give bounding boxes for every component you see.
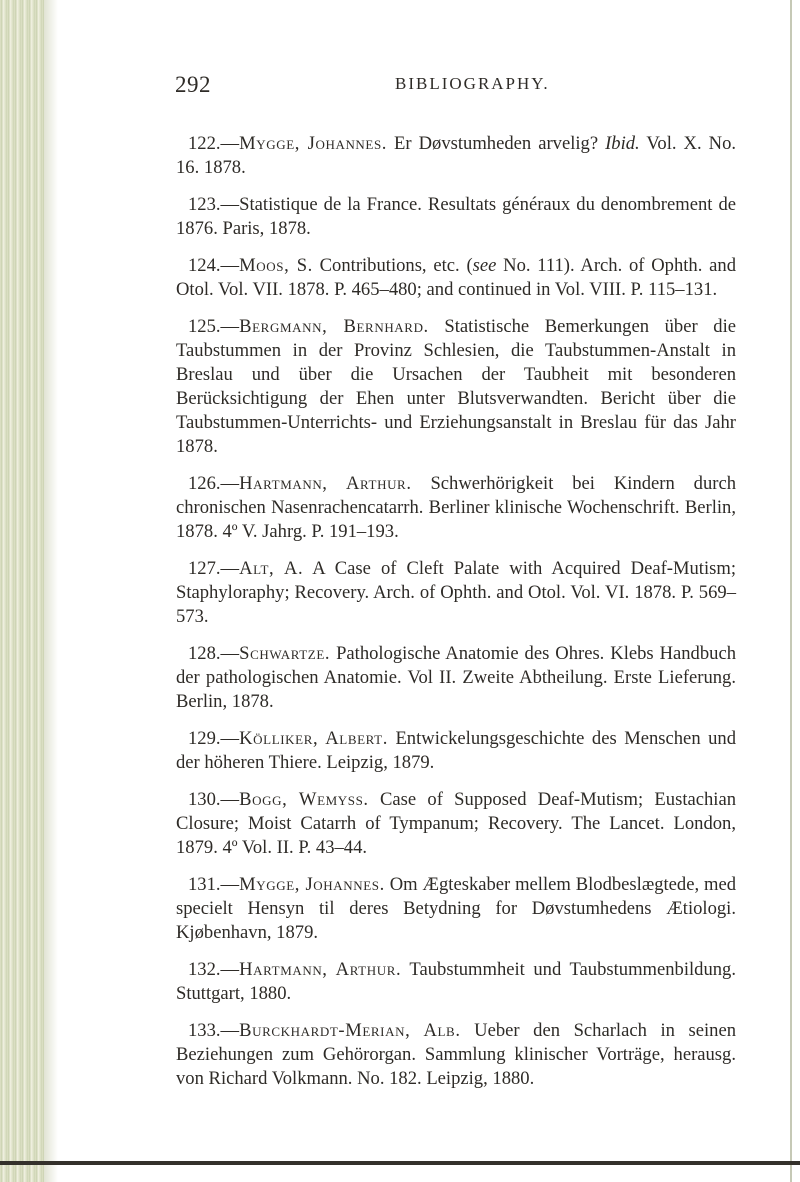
bibliography-entry (176, 1019, 736, 1091)
entry-dash: — (220, 194, 240, 215)
entry-text (176, 873, 736, 945)
entry-text (176, 472, 736, 544)
entry-dash: — (220, 255, 240, 276)
bibliography-entry (176, 788, 736, 860)
entry-citation-text: Ueber den Scharlach in seinen Beziehungen zum Gehörorgan. Sammlung klinischer Vorträge, herausg. von Richard Volkmann. No. 182. Leipzig, 1880. (176, 1020, 737, 1089)
bibliography-entry (176, 315, 736, 459)
page-edge-binding (0, 0, 44, 1182)
entry-dash: — (220, 874, 240, 895)
entry-text (176, 727, 736, 775)
entry-text (176, 132, 736, 180)
entry-number: 133. (188, 1020, 221, 1041)
entry-number: 125. (188, 316, 221, 337)
page-number: 292 (175, 72, 211, 97)
entry-number: 126. (188, 473, 221, 494)
entry-number: 124. (188, 255, 221, 276)
page-edge-shadow (44, 0, 58, 1182)
bibliography-entry (176, 727, 736, 775)
entry-dash: — (220, 473, 240, 494)
entry-dash: — (220, 789, 240, 810)
entry-number: 130. (188, 789, 221, 810)
entry-author: Moos, S. (239, 255, 313, 276)
bibliography-entry (176, 254, 736, 302)
entry-dash: — (220, 728, 240, 749)
entry-number: 132. (188, 959, 221, 980)
entry-citation-text: Taubstummheit und Taubstummenbildung. Stuttgart, 1880. (176, 959, 737, 1004)
entry-italic-text: see (472, 255, 497, 276)
entry-author: Mygge, Johannes. (239, 874, 385, 895)
entry-citation-text: Om Ægteskaber mellem Blodbeslægtede, med specielt Hensyn til deres Betydning for Døvstumhedens Ætiologi. Kjøbenhavn, 1879. (176, 874, 736, 943)
entry-text (176, 788, 736, 860)
entry-citation-text: Case of Supposed Deaf-Mutism; Eustachian Closure; Moist Catarrh of Tympanum; Recovery. The Lancet. London, 1879. 4º Vol. II. P. 43–44. (176, 789, 737, 858)
entry-text (176, 1019, 736, 1091)
entry-author: Schwartze. (239, 643, 331, 664)
entry-text (176, 254, 736, 302)
entry-citation-text: Vol. X. No. 16. 1878. (176, 133, 737, 178)
entry-author: Kölliker, Albert. (239, 728, 388, 749)
bottom-page-edge (0, 1161, 800, 1165)
entry-citation-text: No. 111). Arch. of Ophth. and Otol. Vol. VII. 1878. P. 465–480; and continued in Vol. VIII. P. 115–131. (176, 255, 736, 300)
entry-citation-text: Schwerhörigkeit bei Kindern durch chronischen Nasenrachencatarrh. Berliner klinische Wochenschrift. Berlin, 1878. 4º V. Jahrg. P. 191–193. (176, 473, 736, 542)
entry-citation-text: Pathologische Anatomie des Ohres. Klebs Handbuch der pathologischen Anatomie. Vol II. Zweite Abtheilung. Erste Lieferung. Berlin, 1878. (176, 643, 736, 712)
bibliography-entry (176, 958, 736, 1006)
running-head: BIBLIOGRAPHY. (395, 74, 550, 93)
bibliography-entry (176, 642, 736, 714)
entry-dash: — (220, 316, 240, 337)
entry-citation-text: Entwickelungsgeschichte des Menschen und der höheren Thiere. Leipzig, 1879. (176, 728, 736, 773)
bibliography-entry (176, 193, 736, 241)
entry-author: Hartmann, Arthur. (239, 473, 412, 494)
entry-number: 129. (188, 728, 221, 749)
entry-text (176, 193, 736, 241)
entry-citation-text: Er Døvstumheden arvelig? (387, 133, 606, 154)
entry-author: Bogg, Wemyss. (239, 789, 369, 810)
entry-author: Burckhardt-Merian, Alb. (239, 1020, 461, 1041)
right-page-edge (790, 0, 792, 1182)
entry-author: Alt, A. (239, 558, 304, 579)
entry-number: 122. (188, 133, 221, 154)
bibliography-entry (176, 132, 736, 180)
entry-dash: — (220, 643, 240, 664)
entry-author: Bergmann, Bernhard. (239, 316, 429, 337)
entry-citation-text: Statistische Bemerkungen über die Taubstummen in der Provinz Schlesien, die Taubstummen-Anstalt in Breslau und über die Ursachen der Taubheit mit besonderen Berücksichtigung der Ehen unter Blutsverwandten. Bericht über die Taubstummen-Unterrichts- und Erziehungsanstalt in Breslau für das Jahr 1878. (176, 316, 736, 457)
entry-citation-text: Statistique de la France. Resultats généraux du denombrement de 1876. Paris, 1878. (176, 194, 736, 239)
entry-dash: — (220, 959, 240, 980)
entry-number: 131. (188, 874, 221, 895)
entry-dash: — (220, 1020, 240, 1041)
entry-text (176, 557, 736, 629)
entry-number: 127. (188, 558, 221, 579)
entry-citation-text: A Case of Cleft Palate with Acquired Deaf-Mutism; Staphyloraphy; Recovery. Arch. of Ophth. and Otol. Vol. VI. 1878. P. 569–573. (176, 558, 736, 627)
entry-number: 128. (188, 643, 221, 664)
bibliography-entry (176, 873, 736, 945)
entry-dash: — (220, 558, 240, 579)
entry-italic-text: Ibid. (605, 133, 640, 154)
entry-dash: — (220, 133, 240, 154)
entry-text (176, 642, 736, 714)
entry-text (176, 958, 736, 1006)
bibliography-entry (176, 472, 736, 544)
entry-author: Hartmann, Arthur. (239, 959, 402, 980)
bibliography-list (176, 132, 736, 1104)
entry-number: 123. (188, 194, 221, 215)
bibliography-entry (176, 557, 736, 629)
entry-citation-text: Contributions, etc. ( (312, 255, 473, 276)
entry-text (176, 315, 736, 459)
entry-author: Mygge, Johannes. (239, 133, 388, 154)
